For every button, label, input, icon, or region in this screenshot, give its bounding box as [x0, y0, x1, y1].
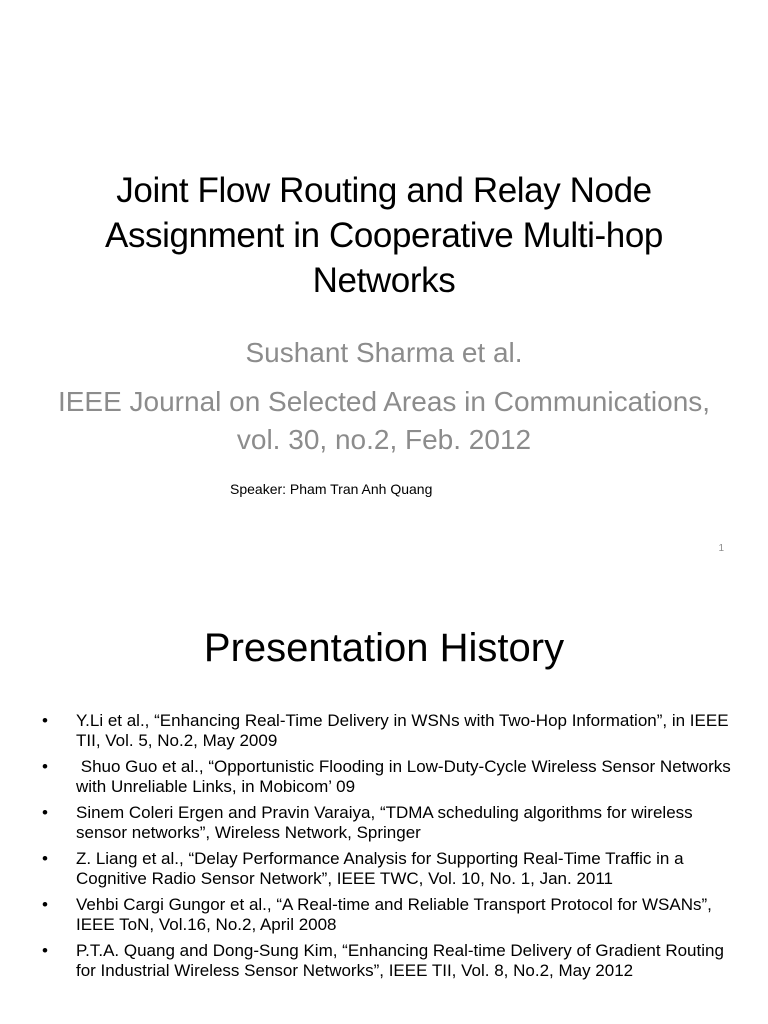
bullet-icon: • [42, 849, 48, 868]
history-title: Presentation History [203, 626, 565, 670]
author-line: Sushant Sharma et al. [245, 337, 523, 368]
bullet-icon: • [42, 941, 48, 960]
page-number: 1 [718, 543, 724, 554]
slide-title: Joint Flow Routing and Relay Node Assignment in Cooperative Multi-hop Networks [105, 171, 663, 300]
reference-text: P.T.A. Quang and Dong-Sung Kim, “Enhancing Real-time Delivery of Gradient Routing for Industrial Wireless Sensor Networks”, IEEE TII, Vol. 8, No.2, May 2012 [76, 941, 724, 980]
journal-citation: IEEE Journal on Selected Areas in Communications, vol. 30, no.2, Feb. 2012 [57, 386, 711, 455]
reference-item [42, 849, 732, 889]
reference-item [42, 895, 732, 935]
bullet-icon: • [42, 803, 48, 822]
reference-text: Shuo Guo et al., “Opportunistic Flooding in Low-Duty-Cycle Wireless Sensor Networks with Unreliable Links, in Mobicom’ 09 [76, 757, 736, 796]
bullet-icon: • [42, 711, 48, 730]
history-slide [0, 576, 768, 1024]
reference-text: Vehbi Cargi Gungor et al., “A Real-time and Reliable Transport Protocol for WSANs”, IEEE ToN, Vol.16, No.2, April 2008 [76, 895, 712, 934]
bullet-icon: • [42, 895, 48, 914]
reference-item [42, 941, 732, 981]
reference-item [42, 803, 732, 843]
bullet-icon: • [42, 757, 48, 776]
reference-text: Z. Liang et al., “Delay Performance Analysis for Supporting Real-Time Traffic in a Cognitive Radio Sensor Network”, IEEE TWC, Vol. 10, No. 1, Jan. 2011 [76, 849, 684, 888]
reference-item [42, 711, 732, 751]
speaker-line: Speaker: Pham Tran Anh Quang [230, 481, 433, 497]
reference-item [42, 757, 736, 797]
reference-text: Sinem Coleri Ergen and Pravin Varaiya, “TDMA scheduling algorithms for wireless sensor networks”, Wireless Network, Springer [76, 803, 693, 842]
reference-list [42, 711, 736, 987]
reference-text: Y.Li et al., “Enhancing Real-Time Delivery in WSNs with Two-Hop Information”, in IEEE TII, Vol. 5, No.2, May 2009 [76, 711, 729, 750]
